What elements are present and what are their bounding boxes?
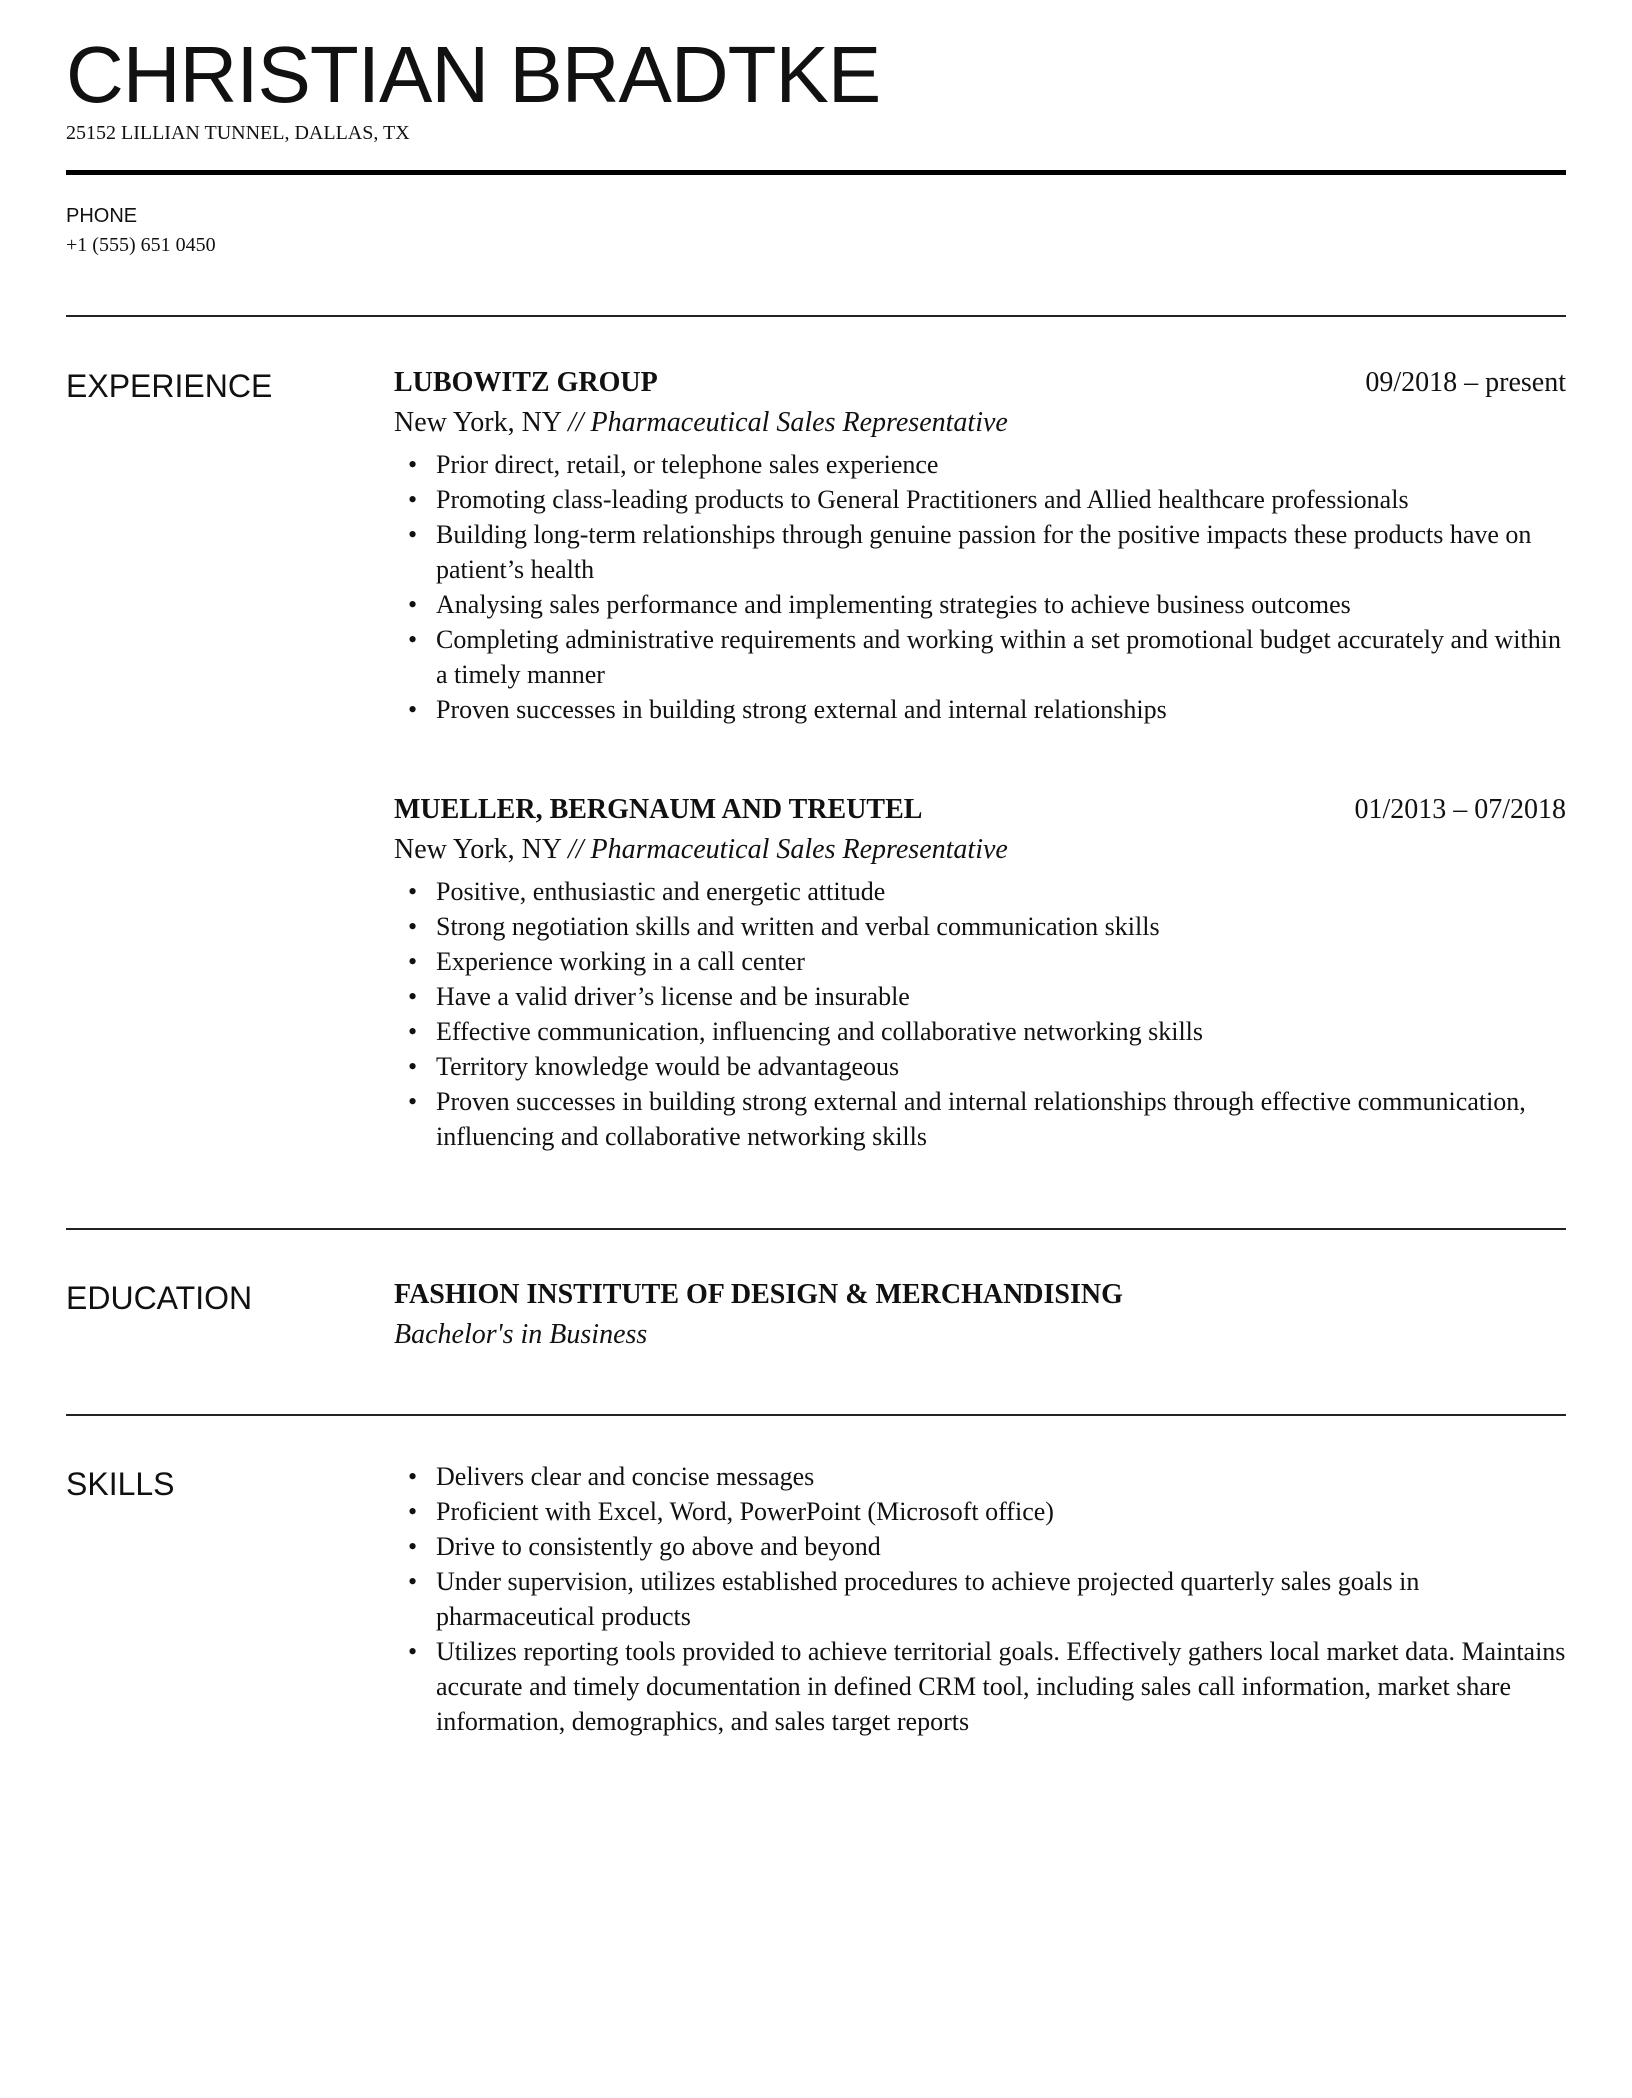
list-item: • Proven successes in building strong external and internal relationships through effective communication, influencing and collaborative networking skills bbox=[394, 1084, 1566, 1154]
list-item: • Promoting class-leading products to General Practitioners and Allied healthcare professionals bbox=[394, 482, 1566, 517]
list-item: • Proficient with Excel, Word, PowerPoint (Microsoft office) bbox=[394, 1494, 1566, 1529]
skills-list bbox=[394, 1459, 1566, 1739]
list-item: • Completing administrative requirements and working within a set promotional budget accurately and within a timely manner bbox=[394, 622, 1566, 692]
job-subtitle bbox=[394, 403, 1566, 443]
list-item: • Strong negotiation skills and written and verbal communication skills bbox=[394, 909, 1566, 944]
list-item: • Utilizes reporting tools provided to achieve territorial goals. Effectively gathers local market data. Maintains accurate and timely documentation in defined CRM tool, including sales call information, market share information, demographics, and sales target reports bbox=[394, 1634, 1566, 1739]
list-item: • Have a valid driver’s license and be insurable bbox=[394, 979, 1566, 1014]
job-role: Pharmaceutical Sales Representative bbox=[590, 407, 1008, 438]
skills-list-container bbox=[394, 1459, 1566, 1739]
section-divider bbox=[66, 1228, 1566, 1230]
list-item: • Delivers clear and concise messages bbox=[394, 1459, 1566, 1494]
job-separator: // bbox=[567, 834, 584, 865]
list-item: • Drive to consistently go above and beyond bbox=[394, 1529, 1566, 1564]
list-item: • Territory knowledge would be advantageous bbox=[394, 1049, 1566, 1084]
job-subtitle bbox=[394, 830, 1566, 870]
list-item: • Analysing sales performance and implementing strategies to achieve business outcomes bbox=[394, 587, 1566, 622]
header-divider bbox=[66, 170, 1566, 175]
list-item: • Under supervision, utilizes established procedures to achieve projected quarterly sales goals in pharmaceutical products bbox=[394, 1564, 1566, 1634]
list-item: • Experience working in a call center bbox=[394, 944, 1566, 979]
job-dates: 01/2013 – 07/2018 bbox=[1354, 794, 1566, 825]
education-section-title: EDUCATION bbox=[66, 1280, 253, 1316]
experience-section-title: EXPERIENCE bbox=[66, 368, 273, 404]
job-role: Pharmaceutical Sales Representative bbox=[590, 834, 1008, 865]
job-dates: 09/2018 – present bbox=[1365, 367, 1566, 398]
section-divider bbox=[66, 315, 1566, 317]
education-entry bbox=[394, 1275, 1566, 1355]
school-name: FASHION INSTITUTE OF DESIGN & MERCHANDISING bbox=[394, 1279, 1123, 1310]
job-header bbox=[394, 363, 1566, 403]
job-entry bbox=[394, 790, 1566, 1154]
job-location: New York, NY bbox=[394, 834, 561, 865]
job-entry bbox=[394, 363, 1566, 727]
job-bullets bbox=[394, 874, 1566, 1154]
company-name: MUELLER, BERGNAUM AND TREUTEL bbox=[394, 794, 923, 825]
list-item: • Effective communication, influencing and collaborative networking skills bbox=[394, 1014, 1566, 1049]
skills-section-title: SKILLS bbox=[66, 1466, 175, 1502]
company-name: LUBOWITZ GROUP bbox=[394, 367, 658, 398]
degree: Bachelor's in Business bbox=[394, 1319, 648, 1350]
list-item: • Prior direct, retail, or telephone sales experience bbox=[394, 447, 1566, 482]
phone-number: +1 (555) 651 0450 bbox=[66, 234, 216, 256]
job-location: New York, NY bbox=[394, 407, 561, 438]
job-header bbox=[394, 790, 1566, 830]
candidate-name: CHRISTIAN BRADTKE bbox=[66, 30, 881, 119]
list-item: • Proven successes in building strong external and internal relationships bbox=[394, 692, 1566, 727]
phone-label: PHONE bbox=[66, 205, 138, 227]
list-item: • Positive, enthusiastic and energetic attitude bbox=[394, 874, 1566, 909]
job-separator: // bbox=[567, 407, 584, 438]
list-item: • Building long-term relationships through genuine passion for the positive impacts these products have on patient’s health bbox=[394, 517, 1566, 587]
job-bullets bbox=[394, 447, 1566, 727]
candidate-address: 25152 LILLIAN TUNNEL, DALLAS, TX bbox=[66, 122, 410, 144]
section-divider bbox=[66, 1414, 1566, 1416]
